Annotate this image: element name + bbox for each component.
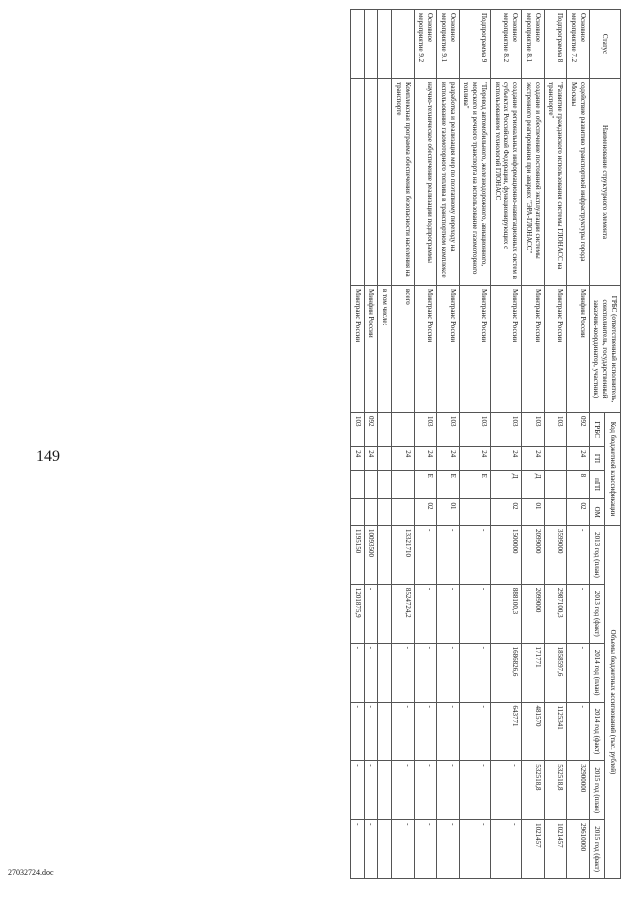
table-row (414, 10, 437, 879)
header-status: Статус (589, 10, 620, 79)
value-cell: - (459, 702, 490, 761)
code-cell: 02 (414, 499, 437, 526)
value-cell: 10093500 (364, 526, 378, 585)
value-cell: 1686826,6 (491, 643, 522, 702)
code-cell (378, 470, 392, 499)
table-row (522, 10, 545, 879)
code-cell: 103 (459, 413, 490, 447)
header-code-om: ОМ (589, 499, 605, 526)
value-cell: 1021457 (522, 820, 545, 879)
value-cell: - (567, 643, 590, 702)
value-cell: 532518,8 (522, 761, 545, 820)
value-cell: 171771 (522, 643, 545, 702)
code-cell (392, 413, 415, 447)
code-cell (392, 470, 415, 499)
code-cell: 092 (567, 413, 590, 447)
table-row (392, 10, 415, 879)
code-cell: 103 (351, 413, 365, 447)
status-cell (364, 10, 378, 79)
code-cell: Д (522, 470, 545, 499)
value-cell: - (437, 820, 460, 879)
name-cell (378, 79, 392, 286)
value-cell: - (364, 584, 378, 643)
value-cell: - (567, 584, 590, 643)
code-cell: Е (459, 470, 490, 499)
header-2013-fact: 2013 год (факт) (589, 584, 605, 643)
value-cell: - (459, 526, 490, 585)
code-cell: 103 (491, 413, 522, 447)
header-code-gp: ГП (589, 447, 605, 470)
grbs-cell: Минтранс России (351, 286, 365, 413)
code-cell: 24 (567, 447, 590, 470)
name-cell: научно-техническое обеспечение реализации подпрограммы (414, 79, 437, 286)
value-cell: 1125341 (544, 702, 567, 761)
grbs-cell: всего (392, 286, 415, 413)
value-cell: 1201875,9 (351, 584, 365, 643)
value-cell: - (414, 820, 437, 879)
code-cell (364, 470, 378, 499)
grbs-cell: Минтранс России (544, 286, 567, 413)
status-cell (351, 10, 365, 79)
value-cell (378, 702, 392, 761)
value-cell: - (351, 820, 365, 879)
status-cell: Основное мероприятие 9.2 (414, 10, 437, 79)
code-cell: 24 (437, 447, 460, 470)
value-cell: - (437, 702, 460, 761)
code-cell (544, 470, 567, 499)
code-cell: 103 (544, 413, 567, 447)
value-cell: 1195150 (351, 526, 365, 585)
name-cell: разработка и реализация мер по поэтапному переходу на использование газомоторного топлива в транспортном комплексе (437, 79, 460, 286)
code-cell (364, 499, 378, 526)
value-cell: - (491, 820, 522, 879)
table-row (491, 10, 522, 879)
code-cell: 24 (522, 447, 545, 470)
code-cell: 103 (414, 413, 437, 447)
value-cell: 481570 (522, 702, 545, 761)
code-cell (351, 470, 365, 499)
value-cell: - (567, 702, 590, 761)
name-cell: создание и обеспечение постоянной эксплуатации системы экстренного реагирования при авариях "ЭРА-ГЛОНАСС" (522, 79, 545, 286)
code-cell (544, 499, 567, 526)
value-cell (378, 761, 392, 820)
value-cell: - (364, 761, 378, 820)
value-cell: - (414, 584, 437, 643)
name-cell (364, 79, 378, 286)
name-cell (351, 79, 365, 286)
status-cell: Основное мероприятие 8.2 (491, 10, 522, 79)
value-cell: 13321710 (392, 526, 415, 585)
value-cell: - (414, 761, 437, 820)
table-row (437, 10, 460, 879)
value-cell: - (351, 761, 365, 820)
page-number: 149 (36, 448, 60, 465)
rotated-table-wrapper (121, 9, 621, 879)
code-cell: 01 (522, 499, 545, 526)
table-row (378, 10, 392, 879)
value-cell: 29610000 (567, 820, 590, 879)
header-code-pgp: пГП (589, 470, 605, 499)
value-cell: - (414, 643, 437, 702)
value-cell: - (459, 643, 490, 702)
code-cell (351, 499, 365, 526)
code-cell (378, 499, 392, 526)
value-cell: - (414, 702, 437, 761)
value-cell: 32900000 (567, 761, 590, 820)
code-cell: Д (491, 470, 522, 499)
value-cell: 2987100,3 (544, 584, 567, 643)
status-cell: Основное мероприятие 7.2 (567, 10, 590, 79)
status-cell: Подпрограмма 8 (544, 10, 567, 79)
grbs-cell: Минтранс России (414, 286, 437, 413)
value-cell: - (351, 643, 365, 702)
document-filename: 27032724.doc (8, 868, 54, 877)
value-cell: - (392, 702, 415, 761)
code-cell: 103 (522, 413, 545, 447)
name-cell: содействие развитию транспортной инфраструктуры города Москвы (567, 79, 590, 286)
grbs-cell: Минтранс России (491, 286, 522, 413)
header-name: Наименование структурного элемента (589, 79, 620, 286)
value-cell: - (392, 643, 415, 702)
table-body (351, 10, 590, 879)
table-row (364, 10, 378, 879)
code-cell: 24 (351, 447, 365, 470)
value-cell (378, 643, 392, 702)
grbs-cell: Минтранс России (522, 286, 545, 413)
value-cell: - (437, 643, 460, 702)
grbs-cell: Минфин России (567, 286, 590, 413)
value-cell: 8524724,2 (392, 584, 415, 643)
value-cell: - (392, 820, 415, 879)
code-cell: 24 (459, 447, 490, 470)
code-cell (378, 447, 392, 470)
code-cell (378, 413, 392, 447)
code-cell (392, 499, 415, 526)
code-cell: 01 (437, 499, 460, 526)
header-volume-group: Объемы бюджетных ассигнований (тыс. рублей) (605, 526, 621, 879)
code-cell: 103 (437, 413, 460, 447)
name-cell: "Перевод автомобильного, железнодорожного, авиационного, морского и речного транспорта на использование газомоторного топлива" (459, 79, 490, 286)
code-cell: 02 (567, 499, 590, 526)
table-row (544, 10, 567, 879)
header-2014-plan: 2014 год (план) (589, 643, 605, 702)
budget-table (350, 9, 621, 879)
name-cell: "Развитие гражданского использования системы ГЛОНАСС на транспорте" (544, 79, 567, 286)
value-cell: 1500000 (491, 526, 522, 585)
header-grbs-group: ГРБС (ответственный исполнитель, соисполнитель, государственный заказчик-координатор, участник) (589, 286, 620, 413)
code-cell (459, 499, 490, 526)
code-cell: Е (414, 470, 437, 499)
table-row (459, 10, 490, 879)
table-row (567, 10, 590, 879)
value-cell: - (437, 526, 460, 585)
code-cell: Е (437, 470, 460, 499)
value-cell (378, 526, 392, 585)
value-cell: - (364, 702, 378, 761)
value-cell: 2099000 (522, 584, 545, 643)
name-cell: Комплексная программа обеспечения безопасности населения на транспорте (392, 79, 415, 286)
status-cell (378, 10, 392, 79)
value-cell: - (392, 761, 415, 820)
code-cell (544, 447, 567, 470)
code-cell: 8 (567, 470, 590, 499)
value-cell: 1858597,6 (544, 643, 567, 702)
status-cell: Основное мероприятие 8.1 (522, 10, 545, 79)
table-row (351, 10, 365, 879)
name-cell: создание региональных информационно-навигационных систем в субъектах Российской Федерации, функционирующих с использованием технологий ГЛОНАСС (491, 79, 522, 286)
value-cell: - (459, 820, 490, 879)
grbs-cell: Минтранс России (437, 286, 460, 413)
value-cell: - (491, 761, 522, 820)
value-cell: - (567, 526, 590, 585)
value-cell (378, 820, 392, 879)
code-cell: 092 (364, 413, 378, 447)
grbs-cell: Минфин России (364, 286, 378, 413)
header-2015-plan: 2015 год (план) (589, 761, 605, 820)
header-2014-fact: 2014 год (факт) (589, 702, 605, 761)
value-cell: - (437, 584, 460, 643)
value-cell: - (414, 526, 437, 585)
value-cell: - (364, 820, 378, 879)
header-2013-plan: 2013 год (план) (589, 526, 605, 585)
value-cell: - (364, 643, 378, 702)
code-cell: 24 (414, 447, 437, 470)
value-cell: - (459, 761, 490, 820)
code-cell: 24 (491, 447, 522, 470)
status-cell: Основное мероприятие 9.1 (437, 10, 460, 79)
code-cell: 24 (364, 447, 378, 470)
value-cell: 888100,3 (491, 584, 522, 643)
header-code-grbs: ГРБС (589, 413, 605, 447)
grbs-cell: Минтранс России (459, 286, 490, 413)
value-cell: - (351, 702, 365, 761)
status-cell (392, 10, 415, 79)
value-cell: 532518,8 (544, 761, 567, 820)
header-2015-fact: 2015 год (факт) (589, 820, 605, 879)
value-cell: - (437, 761, 460, 820)
header-code-group: Код бюджетной классификации (605, 413, 621, 526)
grbs-cell: в том числе: (378, 286, 392, 413)
value-cell: 2099000 (522, 526, 545, 585)
value-cell: - (459, 584, 490, 643)
value-cell: 643771 (491, 702, 522, 761)
value-cell (378, 584, 392, 643)
value-cell: 1021457 (544, 820, 567, 879)
value-cell: 3599000 (544, 526, 567, 585)
code-cell: 24 (392, 447, 415, 470)
status-cell: Подпрограмма 9 (459, 10, 490, 79)
code-cell: 02 (491, 499, 522, 526)
